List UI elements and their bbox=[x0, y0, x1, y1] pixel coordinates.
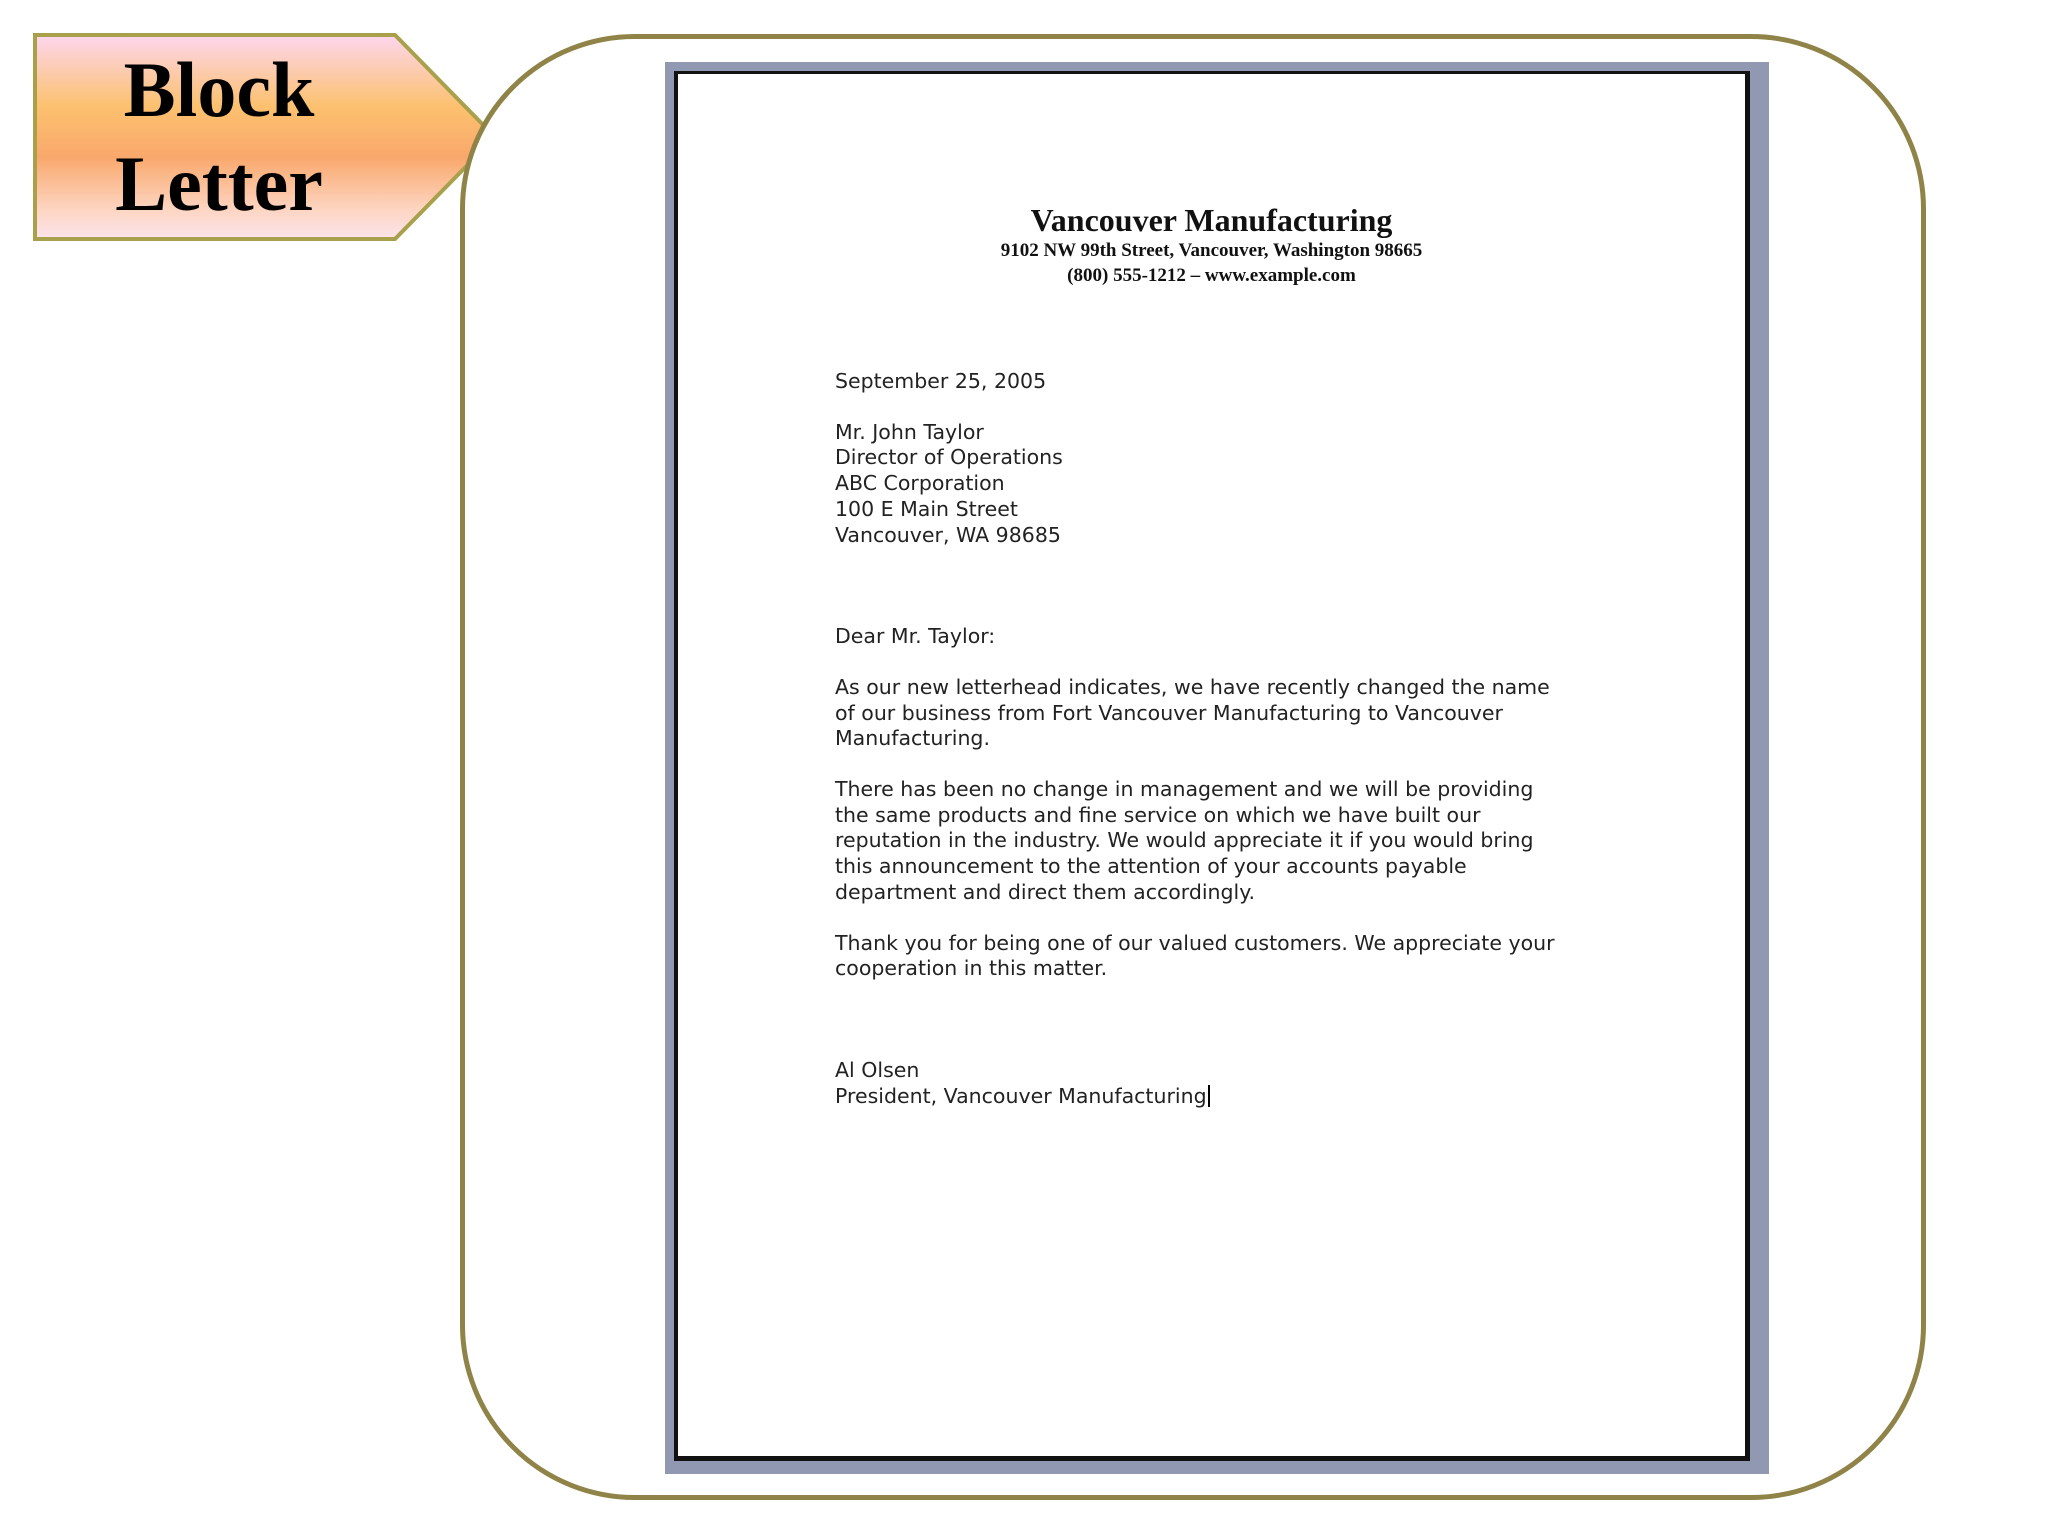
recipient-block bbox=[835, 420, 1635, 549]
paragraph-line: As our new letterhead indicates, we have recently changed the name bbox=[835, 674, 1550, 699]
paragraph-line: of our business from Fort Vancouver Manufacturing to Vancouver bbox=[835, 700, 1503, 725]
paragraph-line: the same products and fine service on which we have built our bbox=[835, 802, 1481, 827]
body-paragraph bbox=[835, 675, 1635, 752]
badge-title-line-1: Block bbox=[123, 46, 315, 133]
signature-title: President, Vancouver Manufacturing bbox=[835, 1083, 1207, 1108]
text-cursor bbox=[1208, 1085, 1210, 1107]
paragraph-line: Thank you for being one of our valued customers. We appreciate your bbox=[835, 930, 1555, 955]
recipient-line: Mr. John Taylor bbox=[835, 419, 984, 444]
letter-page bbox=[674, 71, 1750, 1461]
signature-title-line bbox=[835, 1084, 1635, 1110]
recipient-line: Director of Operations bbox=[835, 445, 1063, 470]
letterhead-contact: (800) 555-1212 – www.example.com bbox=[1067, 265, 1356, 286]
signature-block bbox=[835, 1058, 1635, 1109]
title-badge bbox=[33, 33, 498, 241]
body-paragraph bbox=[835, 931, 1635, 982]
salutation: Dear Mr. Taylor: bbox=[835, 624, 996, 649]
recipient-line: Vancouver, WA 98685 bbox=[835, 522, 1061, 547]
paragraph-line: department and direct them accordingly. bbox=[835, 879, 1255, 904]
signature-name: Al Olsen bbox=[835, 1057, 920, 1082]
letter-date: September 25, 2005 bbox=[835, 369, 1047, 393]
paragraph-line: There has been no change in management and we will be providing bbox=[835, 777, 1534, 802]
paragraph-line: reputation in the industry. We would appreciate it if you would bring bbox=[835, 828, 1534, 853]
badge-title-line-2: Letter bbox=[115, 140, 323, 227]
letterhead-company: Vancouver Manufacturing bbox=[1030, 202, 1393, 238]
letterhead bbox=[678, 202, 1745, 288]
letterhead-address: 9102 NW 99th Street, Vancouver, Washington 98665 bbox=[1000, 240, 1423, 261]
recipient-line: ABC Corporation bbox=[835, 471, 1005, 496]
paragraph-line: cooperation in this matter. bbox=[835, 956, 1108, 981]
letter-body bbox=[835, 369, 1635, 1109]
body-paragraph bbox=[835, 777, 1635, 906]
recipient-line: 100 E Main Street bbox=[835, 496, 1018, 521]
paragraph-line: this announcement to the attention of your accounts payable bbox=[835, 854, 1467, 879]
paragraph-line: Manufacturing. bbox=[835, 726, 990, 751]
